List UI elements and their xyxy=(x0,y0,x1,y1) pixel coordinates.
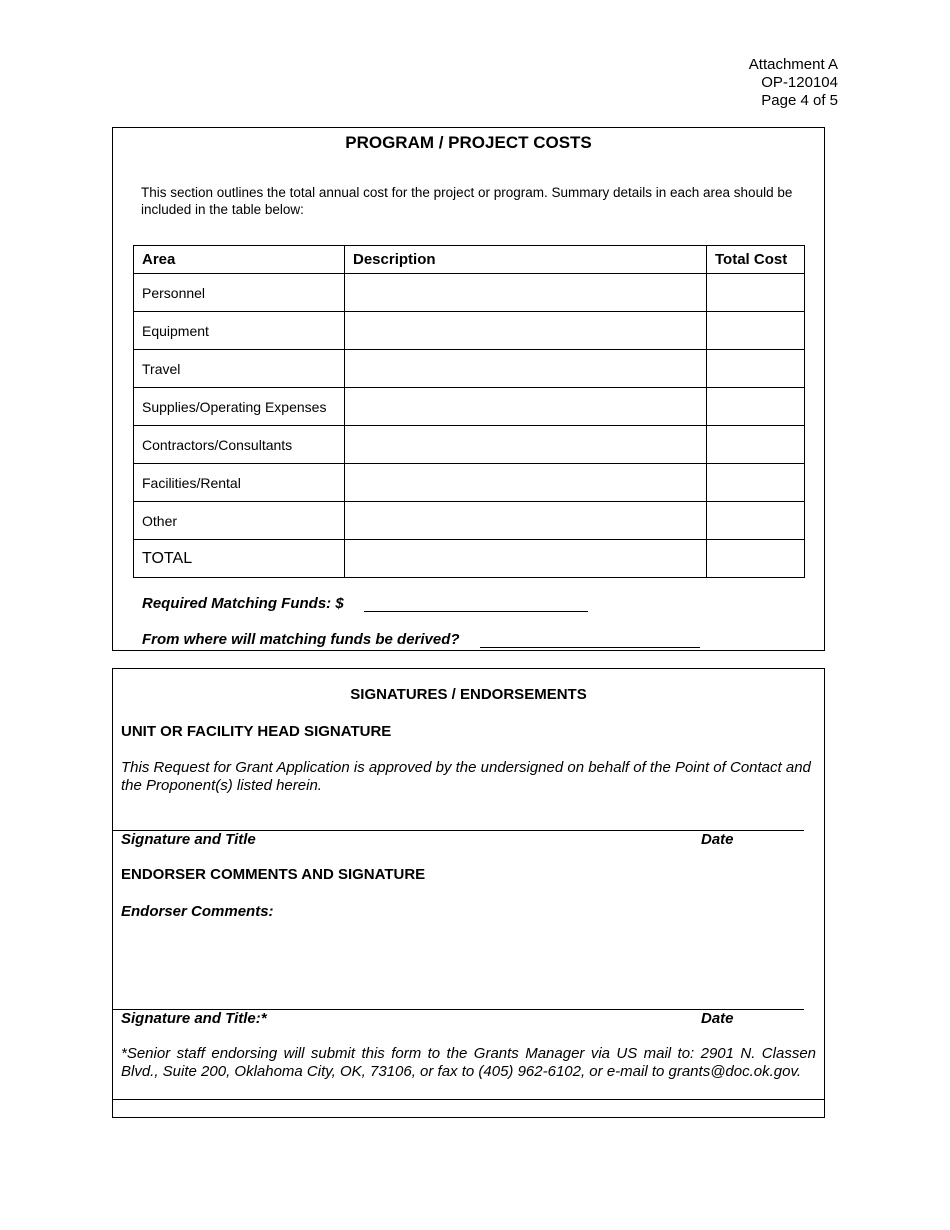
table-row xyxy=(134,350,805,388)
table-row xyxy=(134,388,805,426)
description-field[interactable] xyxy=(345,426,707,464)
unit-signature-heading: UNIT OR FACILITY HEAD SIGNATURE xyxy=(121,723,392,740)
area-cell: Travel xyxy=(134,350,345,388)
costs-table xyxy=(133,245,805,578)
table-row xyxy=(134,426,805,464)
description-field[interactable] xyxy=(345,312,707,350)
column-header-total-cost: Total Cost xyxy=(707,246,805,274)
total-cost-field[interactable] xyxy=(707,540,805,578)
description-field[interactable] xyxy=(345,388,707,426)
description-field[interactable] xyxy=(345,502,707,540)
total-cost-field[interactable] xyxy=(707,426,805,464)
table-row xyxy=(134,312,805,350)
table-row xyxy=(134,274,805,312)
section-title: SIGNATURES / ENDORSEMENTS xyxy=(350,686,587,703)
total-cost-field[interactable] xyxy=(707,274,805,312)
section-intro: This section outlines the total annual cost for the project or program. Summary details in each area should be included in the table below: xyxy=(141,185,793,217)
page-number: Page 4 of 5 xyxy=(761,92,838,109)
matching-funds-source-label: From where will matching funds be derived? xyxy=(142,631,460,648)
column-header-area: Area xyxy=(134,246,345,274)
area-cell: Other xyxy=(134,502,345,540)
table-header-row xyxy=(134,246,805,274)
total-cost-field[interactable] xyxy=(707,388,805,426)
section-title: PROGRAM / PROJECT COSTS xyxy=(345,133,592,152)
table-row xyxy=(134,464,805,502)
submission-footnote: *Senior staff endorsing will submit this form to the Grants Manager via US mail to: 2901 N. Classen Blvd., Suite 200, Oklahoma City, OK, 73106, or fax to (405) 962-6102, or e-mail to grants@doc.ok.gov. xyxy=(121,1045,816,1080)
document-header xyxy=(749,56,838,110)
area-cell: Personnel xyxy=(134,274,345,312)
program-costs-section xyxy=(112,127,825,651)
description-field[interactable] xyxy=(345,274,707,312)
total-cost-field[interactable] xyxy=(707,350,805,388)
total-label-cell: TOTAL xyxy=(134,540,345,578)
area-cell: Contractors/Consultants xyxy=(134,426,345,464)
area-cell: Facilities/Rental xyxy=(134,464,345,502)
area-cell: Supplies/Operating Expenses xyxy=(134,388,345,426)
attachment-label: Attachment A xyxy=(748,56,838,73)
document-number: OP-120104 xyxy=(761,74,838,91)
required-matching-funds-field[interactable] xyxy=(364,611,588,612)
total-cost-field[interactable] xyxy=(707,464,805,502)
total-row xyxy=(134,540,805,578)
description-field[interactable] xyxy=(345,464,707,502)
table-row xyxy=(134,502,805,540)
endorser-date-label: Date xyxy=(701,1010,734,1027)
required-matching-funds-label: Required Matching Funds: $ xyxy=(142,595,344,612)
date-label: Date xyxy=(701,831,734,848)
total-cost-field[interactable] xyxy=(707,502,805,540)
column-header-description: Description xyxy=(345,246,707,274)
endorser-signature-title-label: Signature and Title:* xyxy=(121,1010,267,1027)
matching-funds-source-field[interactable] xyxy=(480,647,700,648)
signatures-section xyxy=(112,668,825,1118)
endorser-comments-label: Endorser Comments: xyxy=(121,903,274,920)
total-cost-field[interactable] xyxy=(707,312,805,350)
endorser-heading: ENDORSER COMMENTS AND SIGNATURE xyxy=(121,866,426,883)
divider xyxy=(113,1099,824,1100)
approval-statement: This Request for Grant Application is approved by the undersigned on behalf of the Point of Contact and the Proponent(s) listed herein. xyxy=(121,759,811,794)
description-field[interactable] xyxy=(345,350,707,388)
signature-title-label: Signature and Title xyxy=(121,831,256,848)
area-cell: Equipment xyxy=(134,312,345,350)
description-field[interactable] xyxy=(345,540,707,578)
